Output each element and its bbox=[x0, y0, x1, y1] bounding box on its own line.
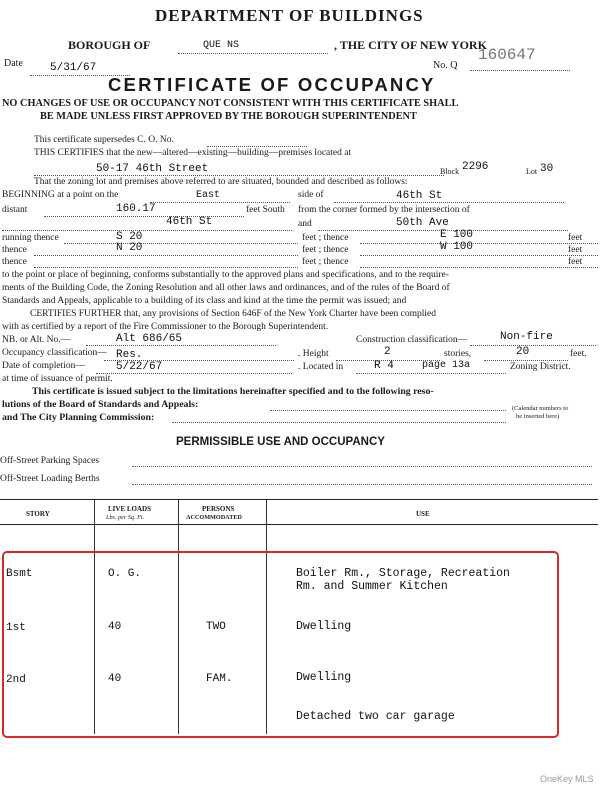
row-1-story: Bsmt bbox=[6, 568, 33, 580]
row-2-story: 1st bbox=[6, 622, 26, 634]
city-label: , THE CITY OF NEW YORK bbox=[334, 38, 487, 52]
conform-line-3: Standards and Appeals, applicable to a building of its class and kind at the time the permit was issued; and bbox=[2, 296, 407, 306]
run-1-value: S 20 bbox=[116, 231, 143, 243]
highlight-box bbox=[2, 551, 559, 738]
located-label: . Located in bbox=[298, 362, 344, 372]
certificate-title: CERTIFICATE OF OCCUPANCY bbox=[108, 74, 436, 95]
further-line-1: CERTIFIES FURTHER that, any provisions of Section 646F of the New York Charter have been complied bbox=[30, 309, 436, 319]
run-1-feet-thence: feet ; thence bbox=[302, 233, 349, 243]
date-label: Date bbox=[4, 58, 23, 69]
header-use: USE bbox=[416, 510, 430, 518]
run-3-value: N 20 bbox=[116, 242, 143, 254]
feet-period-label: feet. bbox=[570, 349, 587, 359]
block-value: 2296 bbox=[462, 161, 489, 173]
completion-label: Date of completion— bbox=[2, 361, 85, 371]
height-value: 2 bbox=[384, 346, 391, 358]
thence-label-1: thence bbox=[2, 245, 27, 255]
and-label: and bbox=[298, 219, 312, 229]
subject-line-1: This certificate is issued subject to the limitations hereinafter specified and to the following reso- bbox=[32, 386, 434, 397]
blank-feet-thence: feet ; thence bbox=[302, 257, 349, 267]
side-of-value: 46th St bbox=[396, 190, 443, 202]
certificate-no-value: 160647 bbox=[478, 46, 536, 64]
lot-label: Lot bbox=[526, 167, 538, 176]
beginning-label: BEGINNING at a point on the bbox=[2, 190, 119, 200]
row-2-load: 40 bbox=[108, 621, 122, 633]
run-2-value: E 100 bbox=[440, 229, 474, 241]
row-2-persons: TWO bbox=[206, 621, 226, 633]
row-3-story: 2nd bbox=[6, 674, 26, 686]
run-3-feet-thence: feet ; thence bbox=[302, 245, 349, 255]
located-value: R 4 bbox=[374, 360, 394, 372]
construction-value: Non-fire bbox=[500, 331, 553, 343]
zoning-district-label: Zoning District. bbox=[510, 362, 571, 372]
notice-line-1: NO CHANGES OF USE OR OCCUPANCY NOT CONSISTENT WITH THIS CERTIFICATE SHALL bbox=[2, 98, 459, 109]
borough-value: QUE NS bbox=[203, 40, 240, 51]
street-2-value: 50th Ave bbox=[396, 217, 449, 229]
height-label: . Height bbox=[298, 349, 329, 359]
borough-label: BOROUGH OF bbox=[68, 38, 151, 52]
row-3-load: 40 bbox=[108, 673, 122, 685]
block-label: Block bbox=[440, 167, 460, 176]
permissible-title: PERMISSIBLE USE AND OCCUPANCY bbox=[176, 436, 385, 448]
garage-note: Detached two car garage bbox=[296, 710, 455, 723]
zoning-line: That the zoning lot and premises above referred to are situated, bounded and described as follows: bbox=[34, 177, 408, 187]
header-persons-sub: ACCOMMODATED bbox=[186, 514, 242, 521]
occupancy-value: Res. bbox=[116, 349, 143, 361]
calendar-note-2: be inserted here) bbox=[516, 413, 560, 420]
issuance-text: at time of issuance of permit. bbox=[2, 374, 113, 384]
page-value: page 13a bbox=[422, 360, 471, 371]
parking-label: Off-Street Parking Spaces bbox=[0, 456, 100, 466]
table-top-rule bbox=[0, 499, 598, 500]
construction-label: Construction classification— bbox=[356, 335, 468, 345]
row-1-load: O. G. bbox=[108, 568, 142, 580]
thence-label-2: thence bbox=[2, 257, 27, 267]
stories-label: stories, bbox=[444, 349, 472, 359]
address-value: 50-17 46th Street bbox=[96, 163, 209, 175]
run-4-value: W 100 bbox=[440, 241, 474, 253]
row-1-use-line-1: Boiler Rm., Storage, Recreation bbox=[296, 567, 510, 580]
header-live-loads: LIVE LOADS bbox=[108, 505, 151, 513]
running-thence-label: running thence bbox=[2, 233, 59, 243]
conform-line-2: ments of the Building Code, the Zoning Resolution and all other laws and ordinances, and of the rules of the Board of bbox=[2, 283, 450, 293]
row-3-use-line-1: Dwelling bbox=[296, 671, 352, 684]
feet-south-label: feet South bbox=[246, 205, 285, 215]
occupancy-label: Occupancy classification— bbox=[2, 348, 107, 358]
watermark: OneKey MLS bbox=[540, 774, 594, 784]
date-value: 5/31/67 bbox=[50, 62, 97, 74]
completion-value: 5/22/67 bbox=[116, 361, 163, 373]
street-1-value: 46th St bbox=[166, 216, 213, 228]
header-story: STORY bbox=[26, 510, 50, 518]
row-2-use-line-1: Dwelling bbox=[296, 620, 352, 633]
certifies-text: THIS CERTIFIES that the new—altered—existing—building—premises located at bbox=[34, 148, 352, 158]
department-heading: DEPARTMENT OF BUILDINGS bbox=[155, 6, 424, 25]
subject-line-2: lutions of the Board of Standards and Appeals: bbox=[2, 399, 199, 410]
row-1-use-line-2: Rm. and Summer Kitchen bbox=[296, 580, 448, 593]
loading-label: Off-Street Loading Berths bbox=[0, 474, 100, 484]
stories-value: 20 bbox=[516, 346, 530, 358]
table-header-rule bbox=[0, 524, 598, 525]
distant-value: 160.17 bbox=[116, 203, 156, 215]
run-2-feet: feet bbox=[568, 233, 583, 243]
conform-line-1: to the point or place of beginning, conforms substantially to the approved plans and specifications, and to the require- bbox=[2, 270, 449, 280]
subject-line-3: and The City Planning Commission: bbox=[2, 412, 155, 423]
alt-no-label: NB. or Alt. No.— bbox=[2, 335, 71, 345]
beginning-value: East bbox=[196, 190, 221, 201]
header-persons: PERSONS bbox=[202, 505, 235, 513]
side-of-label: side of bbox=[298, 190, 324, 200]
certificate-no-label: No. Q bbox=[433, 60, 458, 71]
header-live-loads-sub: Lbs. per Sq. Ft. bbox=[106, 514, 145, 521]
notice-line-2: BE MADE UNLESS FIRST APPROVED BY THE BOROUGH SUPERINTENDENT bbox=[40, 111, 417, 122]
calendar-note-1: (Calendar numbers to bbox=[512, 405, 569, 412]
row-3-persons: FAM. bbox=[206, 673, 233, 685]
distant-label: distant bbox=[2, 205, 28, 215]
from-corner-text: from the corner formed by the intersection of bbox=[298, 205, 470, 215]
lot-value: 30 bbox=[540, 163, 554, 175]
alt-no-value: Alt 686/65 bbox=[116, 333, 183, 345]
blank-feet: feet bbox=[568, 257, 583, 267]
further-line-2: with as certified by a report of the Fire Commissioner to the Borough Superintendent. bbox=[2, 322, 329, 332]
run-4-feet: feet bbox=[568, 245, 583, 255]
supersedes-text: This certificate supersedes C. O. No. bbox=[34, 135, 174, 145]
